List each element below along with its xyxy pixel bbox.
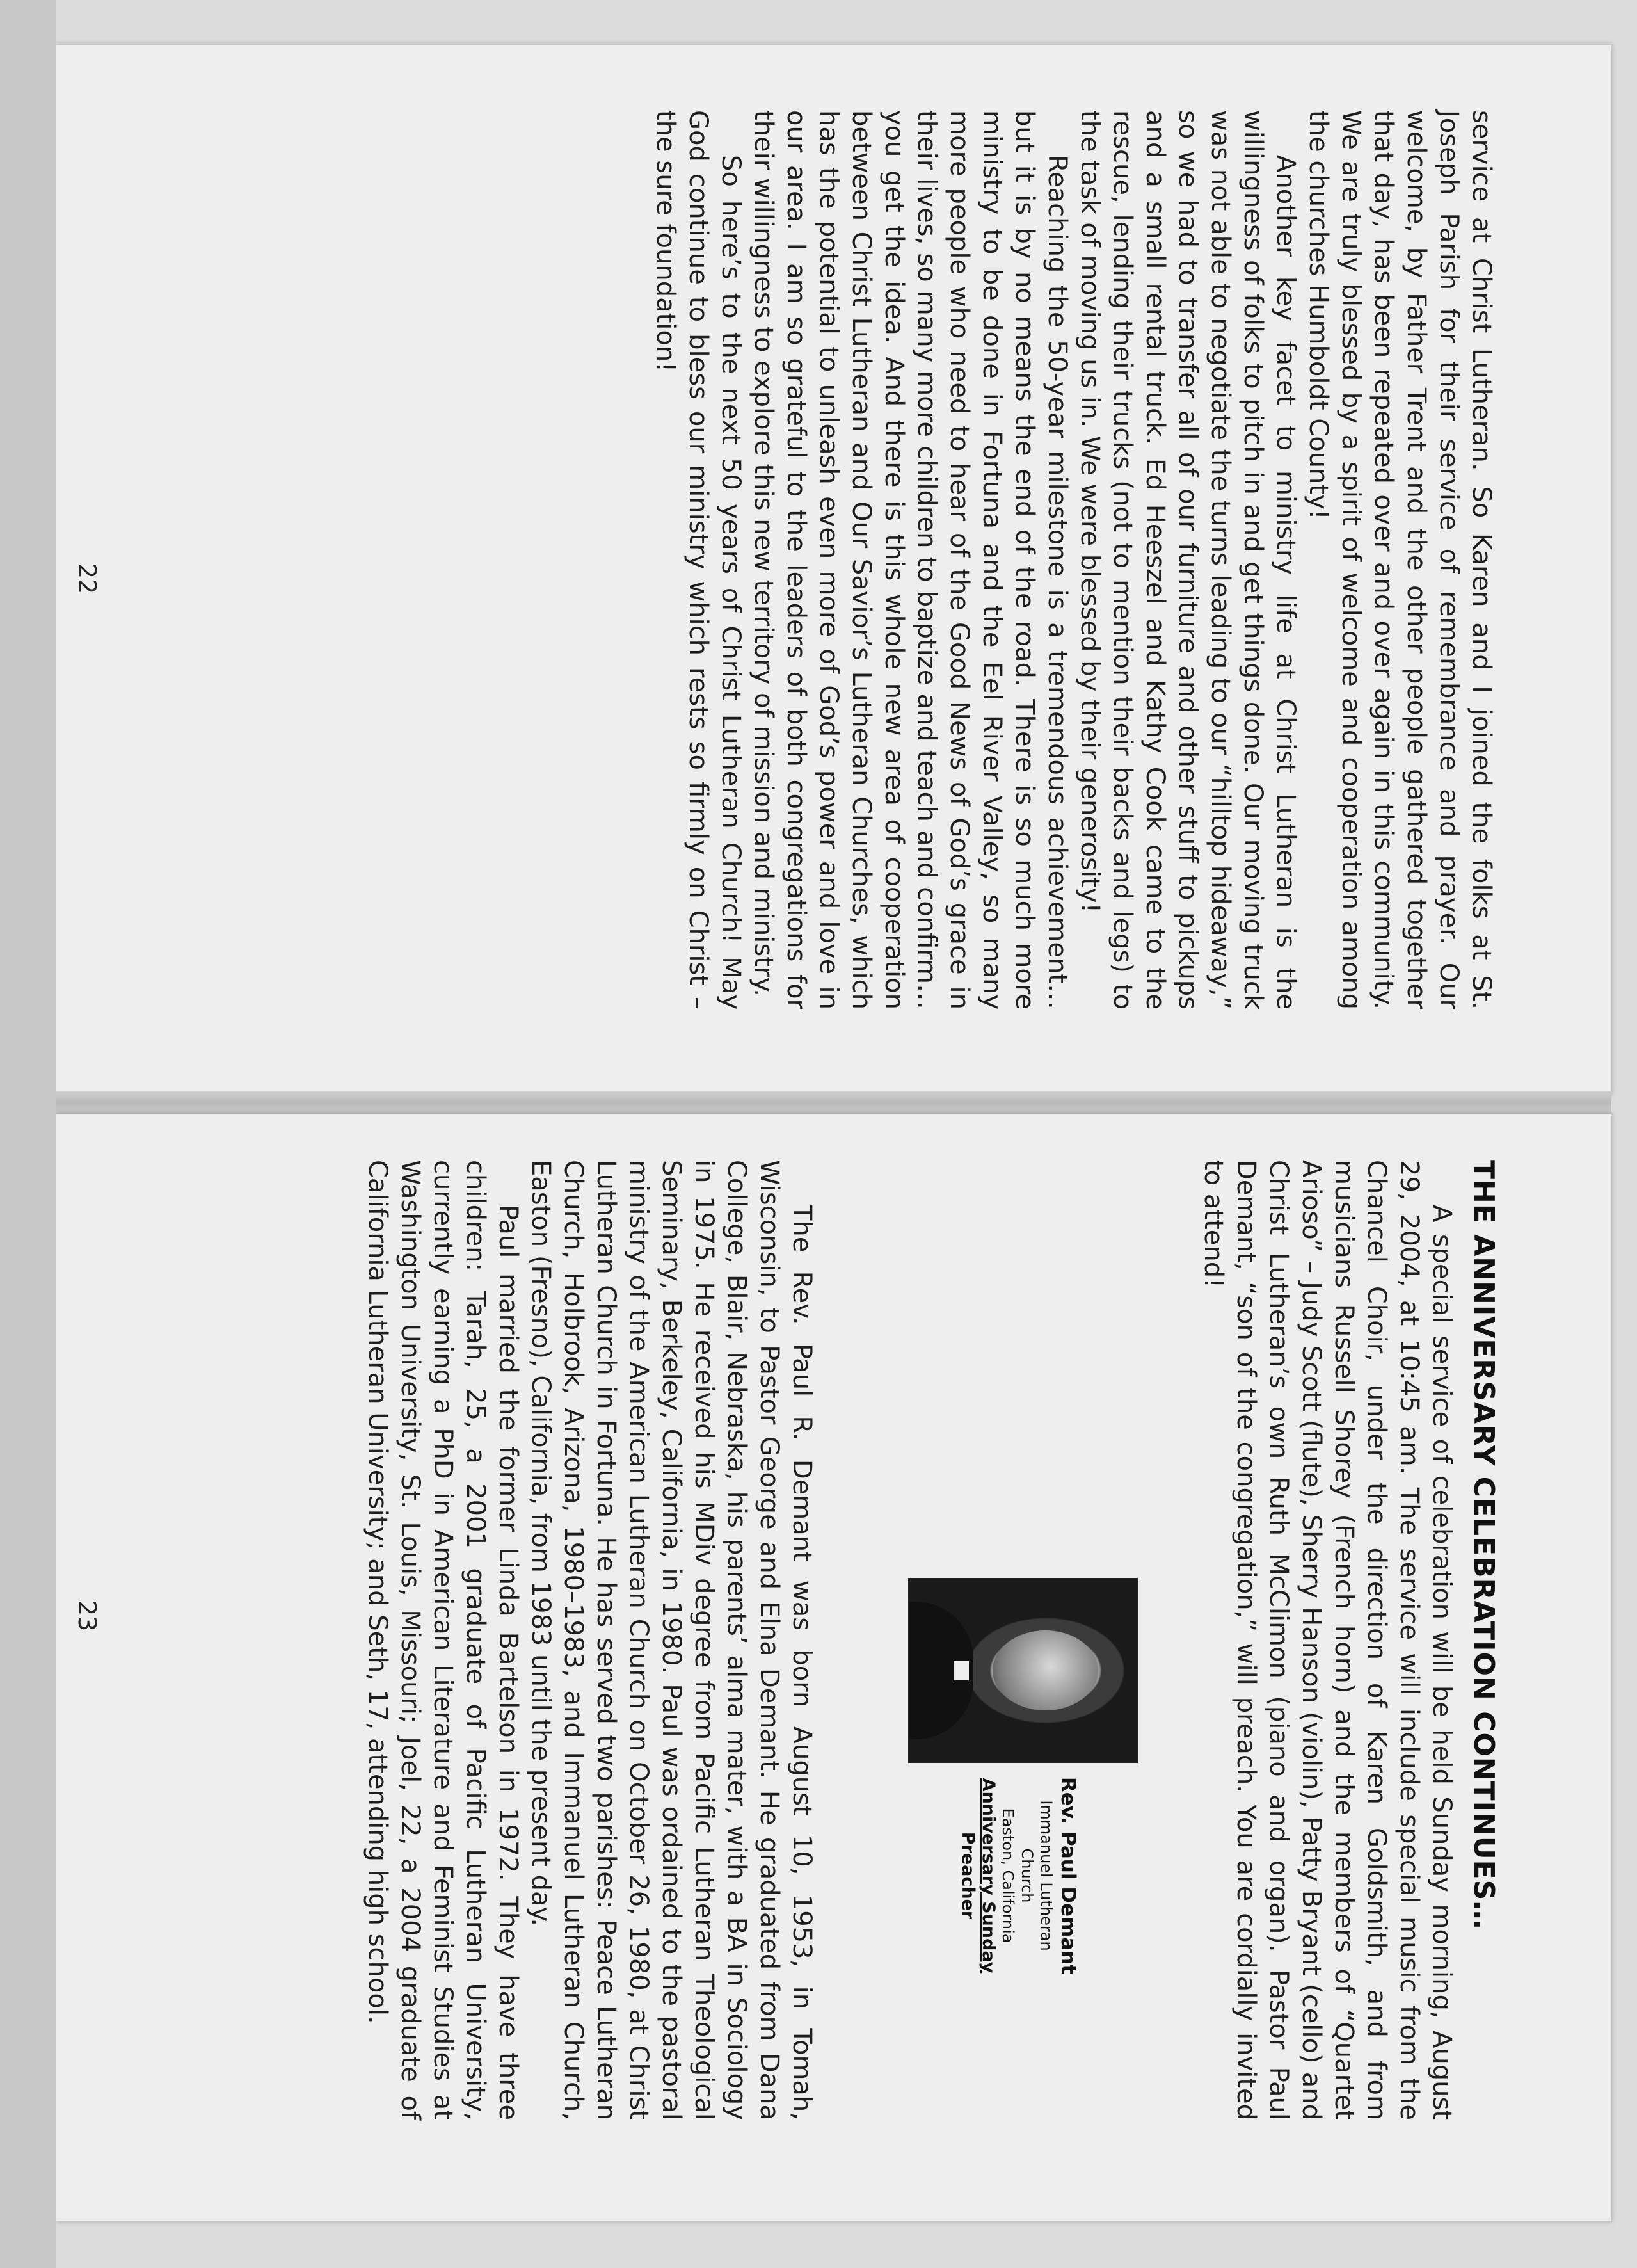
photo-face [993, 1630, 1098, 1710]
right-page [56, 1114, 1611, 2221]
page-number-22: 22 [73, 563, 101, 595]
caption-role-1 [978, 1773, 998, 1978]
page-heading: THE ANNIVERSARY CELEBRATION CONTINUES… [1467, 1160, 1500, 1930]
bio-paragraph-2: Paul married the former Linda Bartelson in 1972. They have three children: Tarah, 25, a 2001 graduate of Pacific Lutheran University, currently earning a PhD in American Literature and Feminist Studies at Washington University, St. Louis, Missouri; Joel, 22, a 2004 graduate of California Lutheran University; and Seth, 17, attending high school. [363, 1160, 523, 2120]
biography-text [361, 1160, 818, 2120]
left-page-text [649, 110, 1497, 1009]
caption-role-2: Preacher [958, 1831, 978, 1920]
intro-text [1197, 1160, 1458, 2120]
book-gutter [56, 1091, 1611, 1117]
photo-caption [957, 1773, 1080, 1978]
left-paragraph-3: Reaching the 50-year milestone is a tremendous achievement… but it is by no means the end of the road. There is so much more ministry to be done in Fortuna and the Eel River Valley, so many more people who need to hear of the Good News of God’s grace in their lives, so many more children to baptize and teach and confirm… you get the idea. And there is this whole new area of cooperation between Christ Lutheran and Our Savior’s Lutheran Churches, which has the potential to unleash even more of God’s power and love in our area. I am so grateful to the leaders of both congregations for their willingness to explore this new territory of mission and ministry. [749, 110, 1072, 1009]
intro-paragraph: A special service of celebration will be held Sunday morning, August 29, 2004, at 10:45 am. The service will include special music from the Chancel Choir, under the direction of Karen Goldsmith, and from musicians Russell Shorey (French horn) and the members of “Quartet Arioso” – Judy Scott (flute), Sherry Hanson (violin), Patty Bryant (cello) and Christ Lutheran’s own Ruth McClimon (piano and organ). Pastor Paul Demant, “son of the congregation,” will preach. You are cordially invited to attend! [1199, 1160, 1457, 2120]
left-paragraph-4: So here’s to the next 50 years of Christ Lutheran Church! May God continue to bless our ministry which rests so firmly on Christ – the sure foundation! [651, 110, 746, 1009]
caption-name: Rev. Paul Demant [1057, 1776, 1080, 1975]
left-paragraph-1: service at Christ Lutheran. So Karen and I joined the folks at St. Joseph Parish for their service of remembrance and prayer. Our welcome, by Father Trent and the other people gathered together that day, has been repeated over and over again in this community. We are truly blessed by a spirit of welcome and cooperation among the churches Humboldt County! [1304, 110, 1496, 1009]
page-number-23: 23 [73, 1600, 101, 1632]
bio-paragraph-1: The Rev. Paul R. Demant was born August 10, 1953, in Tomah, Wisconsin, to Pastor George and Elna Demant. He graduated from Dana College, Blair, Nebraska, his parents’ alma mater, with a BA in Sociology in 1975. He received his MDiv degree from Pacific Lutheran Theological Seminary, Berkeley, California, in 1980. Paul was ordained to the pastoral ministry of the American Lutheran Church on October 26, 1980, at Christ Lutheran Church in Fortuna. He has served two parishes: Peace Lutheran Church, Holbrook, Arizona, 1980–1983, and Immanuel Lutheran Church, Easton (Fresno), California, from 1983 until the present day. [526, 1160, 817, 2120]
clerical-collar [954, 1661, 969, 1680]
caption-church: Immanuel Lutheran Church [1018, 1800, 1055, 1951]
left-paragraph-2: Another key facet to ministry life at Christ Lutheran is the willingness of folks to pitch in and get things done. Our moving truck was not able to negotiate the turns leading to our “hilltop hideaway,” so we had to transfer all of our furniture and other stuff to pickups and a small rental truck. Ed Heeszel and Kathy Cook came to the rescue, lending their trucks (not to mention their backs and legs) to the task of moving us in. We were blessed by their generosity! [1075, 110, 1300, 1009]
caption-role-1-text: Anniversary Sunday [978, 1778, 998, 1974]
caption-location: Easton, California [999, 1808, 1017, 1943]
scanner-bed-edge [0, 0, 56, 2268]
pastor-photo [908, 1578, 1138, 1763]
left-page [56, 45, 1611, 1095]
